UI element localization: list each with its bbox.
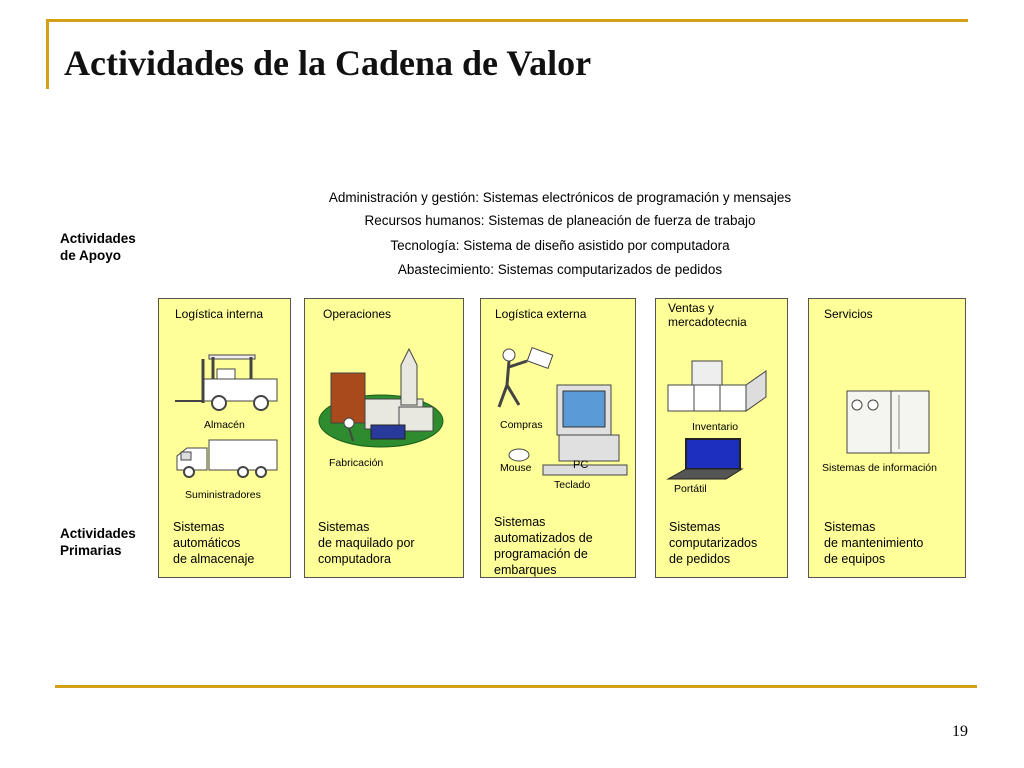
column-services [808, 298, 966, 578]
top-rule [48, 19, 968, 22]
caption-suppliers: Suministradores [185, 489, 261, 501]
caption-warehouse: Almacén [204, 419, 245, 431]
column-sales-marketing [655, 298, 788, 578]
support-label: Actividades de Apoyo [60, 231, 136, 263]
mouse-icon [507, 447, 531, 463]
column-system: Sistemas automatizados de programación de embarques [494, 515, 593, 577]
column-heading: Logística externa [495, 307, 587, 321]
support-line-management: Administración y gestión: Sistemas electrónicos de programación y mensajes [328, 190, 792, 205]
truck-icon [173, 438, 279, 482]
caption-purchases: Compras [500, 419, 543, 431]
column-system: Sistemas de maquilado por computadora [318, 520, 415, 566]
support-line-technology: Tecnología: Sistema de diseño asistido por computadora [390, 238, 730, 253]
column-operations [304, 298, 464, 578]
caption-manufacturing: Fabricación [329, 457, 384, 469]
caption-mouse: Mouse [500, 462, 532, 474]
laptop-icon [664, 437, 748, 483]
column-system: Sistemas de mantenimiento de equipos [824, 520, 924, 566]
primary-label: Actividades Primarias [60, 526, 136, 558]
column-system: Sistemas automáticos de almacenaje [173, 520, 255, 566]
column-heading: Logística interna [175, 307, 264, 321]
left-rule [46, 19, 49, 89]
column-system: Sistemas computarizados de pedidos [669, 520, 758, 566]
bottom-rule [55, 685, 977, 688]
page-number: 19 [952, 723, 968, 740]
factory-icon [313, 345, 453, 451]
column-outbound-logistics [480, 298, 636, 578]
column-heading: Ventas y mercadotecnia [668, 301, 747, 329]
boxes-icon [666, 349, 772, 415]
column-heading: Operaciones [323, 307, 392, 321]
column-inbound-logistics [158, 298, 291, 578]
forklift-icon [173, 345, 279, 411]
support-line-hr: Recursos humanos: Sistemas de planeación de fuerza de trabajo [364, 213, 756, 228]
column-heading: Servicios [824, 307, 873, 321]
caption-inventory: Inventario [692, 421, 739, 433]
page-title: Actividades de la Cadena de Valor [64, 43, 592, 83]
support-line-procurement: Abastecimiento: Sistemas computarizados de pedidos [397, 262, 723, 277]
caption-pc: PC [573, 459, 589, 471]
caption-laptop: Portátil [674, 483, 707, 495]
caption-information-systems: Sistemas de información [822, 462, 937, 474]
server-icon [843, 389, 933, 455]
caption-keyboard: Teclado [554, 479, 591, 491]
